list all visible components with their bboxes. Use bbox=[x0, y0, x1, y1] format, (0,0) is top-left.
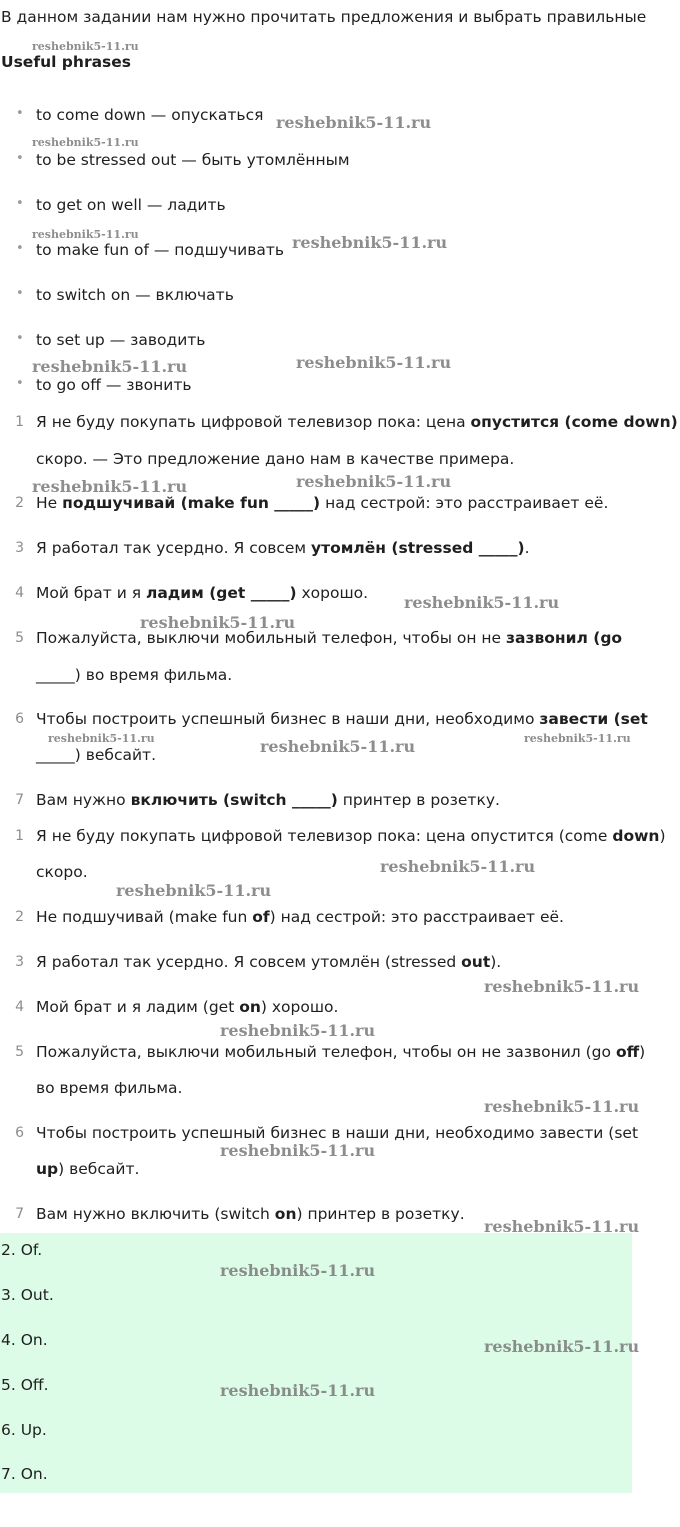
answer-item: 3. Out. bbox=[1, 1286, 54, 1304]
watermark: reshebnik5-11.ru bbox=[32, 40, 139, 53]
list-item: • to come down — опускаться bbox=[16, 106, 264, 124]
watermark: reshebnik5-11.ru bbox=[32, 228, 139, 241]
item-number: 6 bbox=[15, 1125, 24, 1141]
list-item: • to get on well — ладить bbox=[16, 196, 226, 214]
answer-item: 4. On. bbox=[1, 1331, 48, 1349]
watermark: reshebnik5-11.ru bbox=[524, 732, 631, 745]
item-number: 2 bbox=[15, 495, 24, 511]
item-number: 4 bbox=[15, 999, 24, 1015]
solution-item-1: Я не буду покупать цифровой телевизор пока: цена опустится (come down) bbox=[36, 827, 666, 845]
watermark: reshebnik5-11.ru bbox=[296, 472, 452, 491]
exercise-item-5: Пожалуйста, выключи мобильный телефон, чтобы он не зазвонил (go bbox=[36, 629, 623, 647]
list-item: • to switch on — включать bbox=[16, 286, 234, 304]
solution-item-6-cont: up) вебсайт. bbox=[36, 1160, 140, 1178]
item-number: 4 bbox=[15, 585, 24, 601]
item-number: 5 bbox=[15, 630, 24, 646]
list-item: • to be stressed out — быть утомлённым bbox=[16, 151, 350, 169]
solution-item-7: Вам нужно включить (switch on) принтер в розетку. bbox=[36, 1205, 465, 1223]
watermark: reshebnik5-11.ru bbox=[220, 1381, 376, 1400]
solution-item-5-cont: во время фильма. bbox=[36, 1079, 183, 1097]
exercise-item-3: Я работал так усердно. Я совсем утомлён (stressed _____). bbox=[36, 539, 530, 557]
item-number: 6 bbox=[15, 711, 24, 727]
watermark: reshebnik5-11.ru bbox=[140, 613, 296, 632]
list-item: • to make fun of — подшучивать bbox=[16, 241, 285, 259]
watermark: reshebnik5-11.ru bbox=[48, 732, 155, 745]
solution-item-4: Мой брат и я ладим (get on) хорошо. bbox=[36, 998, 339, 1016]
watermark: reshebnik5-11.ru bbox=[484, 1097, 640, 1116]
intro-text: В данном задании нам нужно прочитать предложения и выбрать правильные bbox=[1, 8, 647, 26]
watermark: reshebnik5-11.ru bbox=[32, 477, 188, 496]
watermark: reshebnik5-11.ru bbox=[220, 1021, 376, 1040]
answer-item: 6. Up. bbox=[1, 1421, 47, 1439]
list-item: • to set up — заводить bbox=[16, 331, 206, 349]
exercise-item-1-cont: скоро. — Это предложение дано нам в качестве примера. bbox=[36, 450, 515, 468]
watermark: reshebnik5-11.ru bbox=[484, 977, 640, 996]
solution-item-3: Я работал так усердно. Я совсем утомлён (stressed out). bbox=[36, 953, 502, 971]
solution-item-2: Не подшучивай (make fun of) над сестрой: это расстраивает её. bbox=[36, 908, 564, 926]
watermark: reshebnik5-11.ru bbox=[32, 136, 139, 149]
watermark: reshebnik5-11.ru bbox=[220, 1141, 376, 1160]
solution-item-1-cont: скоро. bbox=[36, 863, 88, 881]
exercise-item-4: Мой брат и я ладим (get _____) хорошо. bbox=[36, 584, 369, 602]
exercise-item-5-cont: _____) во время фильма. bbox=[36, 666, 233, 684]
exercise-item-1: Я не буду покупать цифровой телевизор пока: цена опустится (come down) bbox=[36, 413, 678, 431]
exercise-item-2: Не подшучивай (make fun _____) над сестрой: это расстраивает её. bbox=[36, 494, 609, 512]
watermark: reshebnik5-11.ru bbox=[116, 881, 272, 900]
answer-item: 2. Of. bbox=[1, 1241, 43, 1259]
watermark: reshebnik5-11.ru bbox=[220, 1261, 376, 1280]
exercise-item-7: Вам нужно включить (switch _____) принтер в розетку. bbox=[36, 791, 500, 809]
watermark: reshebnik5-11.ru bbox=[32, 357, 188, 376]
item-number: 2 bbox=[15, 909, 24, 925]
item-number: 7 bbox=[15, 1206, 24, 1222]
list-item: • to go off — звонить bbox=[16, 376, 192, 394]
solution-item-5: Пожалуйста, выключи мобильный телефон, чтобы он не зазвонил (go off) bbox=[36, 1043, 646, 1061]
solution-item-6: Чтобы построить успешный бизнес в наши дни, необходимо завести (set bbox=[36, 1124, 639, 1142]
watermark: reshebnik5-11.ru bbox=[484, 1337, 640, 1356]
exercise-item-6-cont: _____) вебсайт. bbox=[36, 746, 157, 764]
item-number: 7 bbox=[15, 792, 24, 808]
item-number: 5 bbox=[15, 1044, 24, 1060]
watermark: reshebnik5-11.ru bbox=[296, 353, 452, 372]
answer-item: 7. On. bbox=[1, 1465, 48, 1483]
watermark: reshebnik5-11.ru bbox=[292, 233, 448, 252]
watermark: reshebnik5-11.ru bbox=[404, 593, 560, 612]
section-heading: Useful phrases bbox=[1, 53, 132, 71]
answer-item: 5. Off. bbox=[1, 1376, 49, 1394]
item-number: 1 bbox=[15, 828, 24, 844]
exercise-item-6: Чтобы построить успешный бизнес в наши дни, необходимо завести (set bbox=[36, 710, 648, 728]
watermark: reshebnik5-11.ru bbox=[484, 1217, 640, 1236]
watermark: reshebnik5-11.ru bbox=[276, 113, 432, 132]
watermark: reshebnik5-11.ru bbox=[260, 737, 416, 756]
watermark: reshebnik5-11.ru bbox=[380, 857, 536, 876]
item-number: 3 bbox=[15, 954, 24, 970]
item-number: 1 bbox=[15, 414, 24, 430]
item-number: 3 bbox=[15, 540, 24, 556]
